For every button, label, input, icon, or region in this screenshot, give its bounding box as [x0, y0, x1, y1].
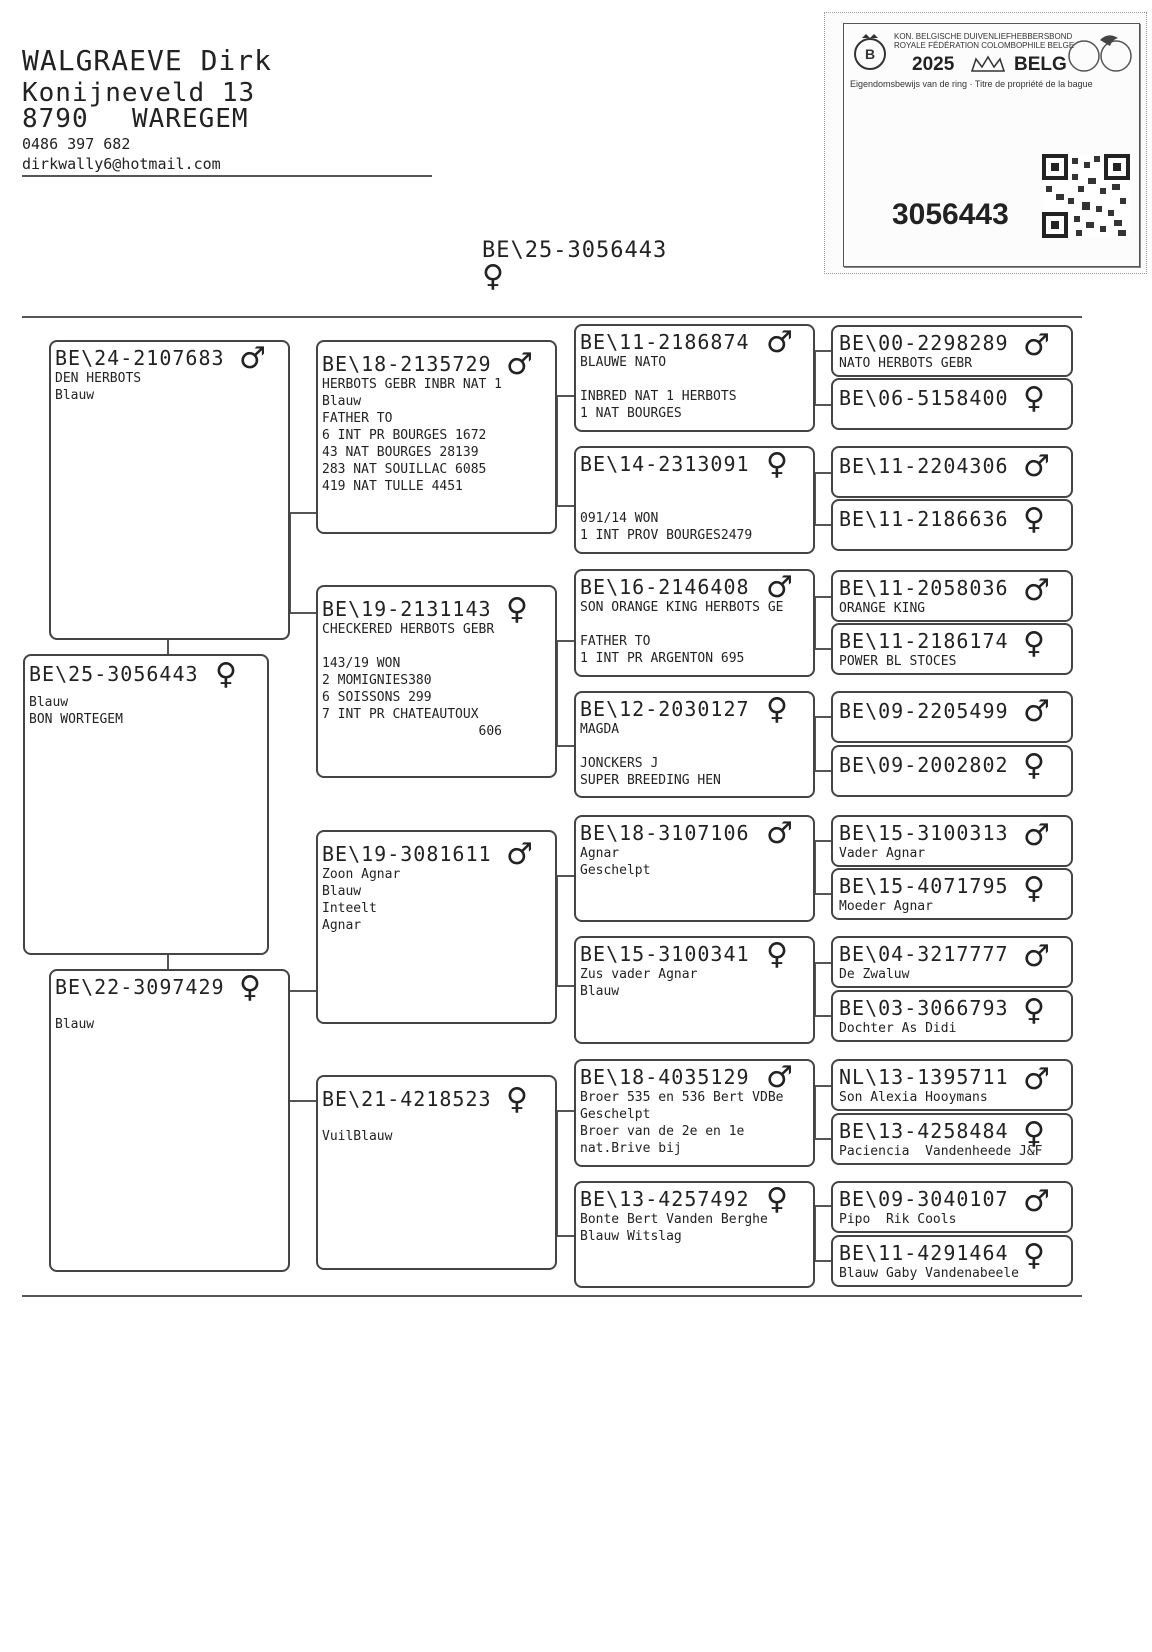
mfmf-info: De Zwaluw [839, 967, 910, 982]
gen4-fmmm-box [831, 745, 1073, 797]
gen3-mff-box [574, 815, 815, 922]
gen4-fmfm-box [831, 623, 1073, 675]
ring-card-year: 2025 [912, 54, 955, 75]
gen4-mmfm-box [831, 1113, 1073, 1165]
male-icon: ♂ [1023, 573, 1050, 608]
svg-text:B: B [864, 46, 876, 62]
fff-info: BLAUWE NATO INBRED NAT 1 HERBOTS 1 NAT BOURGES [580, 355, 737, 421]
female-icon: ♀ [766, 937, 788, 972]
mmm-ring: BE\13-4257492 [580, 1187, 750, 1211]
ring-card-country: BELG [1014, 54, 1067, 75]
owner-city: WAREGEM [132, 104, 249, 134]
gen4-fffm-box [831, 378, 1073, 430]
fmmf-ring: BE\09-2205499 [839, 699, 1009, 723]
mf-info: Zoon Agnar Blauw Inteelt Agnar [322, 867, 401, 933]
female-icon: ♀ [1023, 381, 1045, 416]
main-ring: BE\25-3056443 [29, 662, 199, 686]
ring-card-org-nl: KON. BELGISCHE DUIVENLIEFHEBBERSBOND [894, 32, 1073, 41]
female-icon: ♀ [766, 447, 788, 482]
ffmf-ring: BE\11-2204306 [839, 454, 1009, 478]
male-icon: ♂ [506, 347, 533, 382]
male-icon: ♂ [766, 816, 793, 851]
dam-box [49, 969, 290, 1272]
ring-card-org-fr: ROYALE FÉDÉRATION COLOMBOPHILE BELGE [894, 41, 1075, 50]
ring-card-number: 3056443 [892, 198, 1009, 231]
female-icon: ♀ [1023, 748, 1045, 783]
fffm-ring: BE\06-5158400 [839, 386, 1009, 410]
fm-ring: BE\19-2131143 [322, 597, 492, 621]
ring-card [824, 12, 1147, 274]
fff-ring: BE\11-2186874 [580, 330, 750, 354]
male-icon: ♂ [1023, 328, 1050, 363]
mff-ring: BE\18-3107106 [580, 821, 750, 845]
mmmf-ring: BE\09-3040107 [839, 1187, 1009, 1211]
gen3-mmf-box [574, 1059, 815, 1167]
grandsire-paternal-box [316, 340, 557, 534]
mmf-info: Broer 535 en 536 Bert VDBe Geschelpt Broer van de 2e en 1e nat.Brive bij [580, 1090, 784, 1156]
gen4-ffmm-box [831, 499, 1073, 551]
gen4-mfmf-box [831, 936, 1073, 988]
sire-ring: BE\24-2107683 [55, 346, 225, 370]
mmfm-info: Paciencia Vandenheede J&F [839, 1144, 1043, 1159]
female-icon: ♀ [766, 1182, 788, 1217]
crown-icon [968, 55, 1008, 75]
gen3-mmm-box [574, 1181, 815, 1288]
gen4-mmmf-box [831, 1181, 1073, 1233]
fmm-ring: BE\12-2030127 [580, 697, 750, 721]
gen3-fmm-box [574, 691, 815, 798]
ff-info: HERBOTS GEBR INBR NAT 1 Blauw FATHER TO 6 INT PR BOURGES 1672 43 NAT BOURGES 28139 283 NAT SOUILLAC 6085 419 NAT TULLE 4451 [322, 377, 503, 494]
mfff-info: Vader Agnar [839, 846, 926, 861]
main-info: Blauw BON WORTEGEM [29, 695, 123, 727]
fm-info: CHECKERED HERBOTS GEBR 143/19 WON 2 MOMIGNIES380 6 SOISSONS 299 7 INT PR CHATEAUTOUX 606 [322, 622, 503, 739]
ffmm-ring: BE\11-2186636 [839, 507, 1009, 531]
gen4-fmmf-box [831, 691, 1073, 743]
mffm-ring: BE\15-4071795 [839, 874, 1009, 898]
mm-ring: BE\21-4218523 [322, 1087, 492, 1111]
ff-ring: BE\18-2135729 [322, 352, 492, 376]
female-icon: ♀ [1023, 871, 1045, 906]
gen3-fmf-box [574, 569, 815, 677]
mfff-ring: BE\15-3100313 [839, 821, 1009, 845]
ffff-ring: BE\00-2298289 [839, 331, 1009, 355]
gen4-mfmm-box [831, 990, 1073, 1042]
pedigree-bottom-rule [22, 1295, 1082, 1297]
dam-info: Blauw [55, 1017, 95, 1032]
female-icon: ♀ [1023, 626, 1045, 661]
mfm-info: Zus vader Agnar Blauw [580, 967, 698, 999]
mmff-ring: NL\13-1395711 [839, 1065, 1009, 1089]
mfmm-info: Dochter As Didi [839, 1021, 957, 1036]
mmmm-ring: BE\11-4291464 [839, 1241, 1009, 1265]
ffm-info: 091/14 WON 1 INT PROV BOURGES2479 [580, 511, 753, 543]
qr-code-icon [1042, 154, 1130, 238]
sire-box [49, 340, 290, 640]
grandsire-maternal-box [316, 830, 557, 1024]
female-icon: ♀ [506, 592, 528, 627]
mfmf-ring: BE\04-3217777 [839, 942, 1009, 966]
subject-ring: BE\25-3056443 [482, 238, 668, 263]
male-icon: ♂ [1023, 1184, 1050, 1219]
mfmm-ring: BE\03-3066793 [839, 996, 1009, 1020]
male-icon: ♂ [506, 837, 533, 872]
gen4-mffm-box [831, 868, 1073, 920]
owner-street: Konijneveld 13 [22, 78, 256, 108]
gen4-mfff-box [831, 815, 1073, 867]
male-icon: ♂ [1023, 1062, 1050, 1097]
ffff-info: NATO HERBOTS GEBR [839, 356, 973, 371]
owner-phone: 0486 397 682 [22, 135, 131, 153]
pedigree-top-rule [22, 316, 1082, 318]
gen4-ffff-box [831, 325, 1073, 377]
main-pigeon-box [23, 654, 269, 955]
male-icon: ♂ [1023, 694, 1050, 729]
mmf-ring: BE\18-4035129 [580, 1065, 750, 1089]
fmff-ring: BE\11-2058036 [839, 576, 1009, 600]
fmf-info: SON ORANGE KING HERBOTS GE FATHER TO 1 INT PR ARGENTON 695 [580, 600, 784, 666]
male-icon: ♂ [1023, 449, 1050, 484]
fmfm-info: POWER BL STOCES [839, 654, 957, 669]
fmmm-ring: BE\09-2002802 [839, 753, 1009, 777]
mffm-info: Moeder Agnar [839, 899, 933, 914]
gen3-mfm-box [574, 936, 815, 1044]
male-icon: ♂ [1023, 818, 1050, 853]
owner-name: WALGRAEVE Dirk [22, 44, 273, 77]
gen3-ffm-box [574, 446, 815, 554]
male-icon: ♂ [766, 570, 793, 605]
ffm-ring: BE\14-2313091 [580, 452, 750, 476]
gen4-mmmm-box [831, 1235, 1073, 1287]
mmm-info: Bonte Bert Vanden Berghe Blauw Witslag [580, 1212, 768, 1244]
male-icon: ♂ [239, 341, 266, 376]
fmfm-ring: BE\11-2186174 [839, 629, 1009, 653]
female-icon: ♀ [766, 692, 788, 727]
owner-email: dirkwally6@hotmail.com [22, 155, 221, 173]
sire-info: DEN HERBOTS Blauw [55, 371, 142, 403]
mmmm-info: Blauw Gaby Vandenabeele [839, 1266, 1020, 1281]
mfm-ring: BE\15-3100341 [580, 942, 750, 966]
subject-sex-icon: ♀ [482, 259, 504, 294]
mmff-info: Son Alexia Hooymans [839, 1090, 988, 1105]
granddam-maternal-box [316, 1075, 557, 1270]
mmmf-info: Pipo Rik Cools [839, 1212, 957, 1227]
female-icon: ♀ [1023, 1238, 1045, 1273]
gen4-fmff-box [831, 570, 1073, 622]
fmm-info: MAGDA JONCKERS J SUPER BREEDING HEN [580, 722, 721, 788]
header-underline [22, 175, 432, 177]
dam-ring: BE\22-3097429 [55, 975, 225, 999]
fmf-ring: BE\16-2146408 [580, 575, 750, 599]
pigeon-globe-icon [1066, 30, 1134, 76]
gen3-fff-box [574, 324, 815, 432]
granddam-paternal-box [316, 585, 557, 778]
gen4-ffmf-box [831, 446, 1073, 498]
female-icon: ♀ [239, 970, 261, 1005]
mmfm-ring: BE\13-4258484 [839, 1119, 1009, 1143]
female-icon: ♀ [215, 657, 237, 692]
male-icon: ♂ [766, 325, 793, 360]
male-icon: ♂ [1023, 939, 1050, 974]
female-icon: ♀ [1023, 502, 1045, 537]
mm-info: VuilBlauw [322, 1129, 393, 1144]
ring-card-caption: Eigendomsbewijs van de ring · Titre de propriété de la bague [850, 79, 1093, 89]
female-icon: ♀ [506, 1082, 528, 1117]
female-icon: ♀ [1023, 1116, 1045, 1151]
mf-ring: BE\19-3081611 [322, 842, 492, 866]
gen4-mmff-box [831, 1059, 1073, 1111]
mff-info: Agnar Geschelpt [580, 846, 651, 878]
fmff-info: ORANGE KING [839, 601, 926, 616]
federation-logo-icon [852, 32, 888, 72]
owner-postcode: 8790 [22, 104, 89, 134]
male-icon: ♂ [766, 1060, 793, 1095]
female-icon: ♀ [1023, 993, 1045, 1028]
